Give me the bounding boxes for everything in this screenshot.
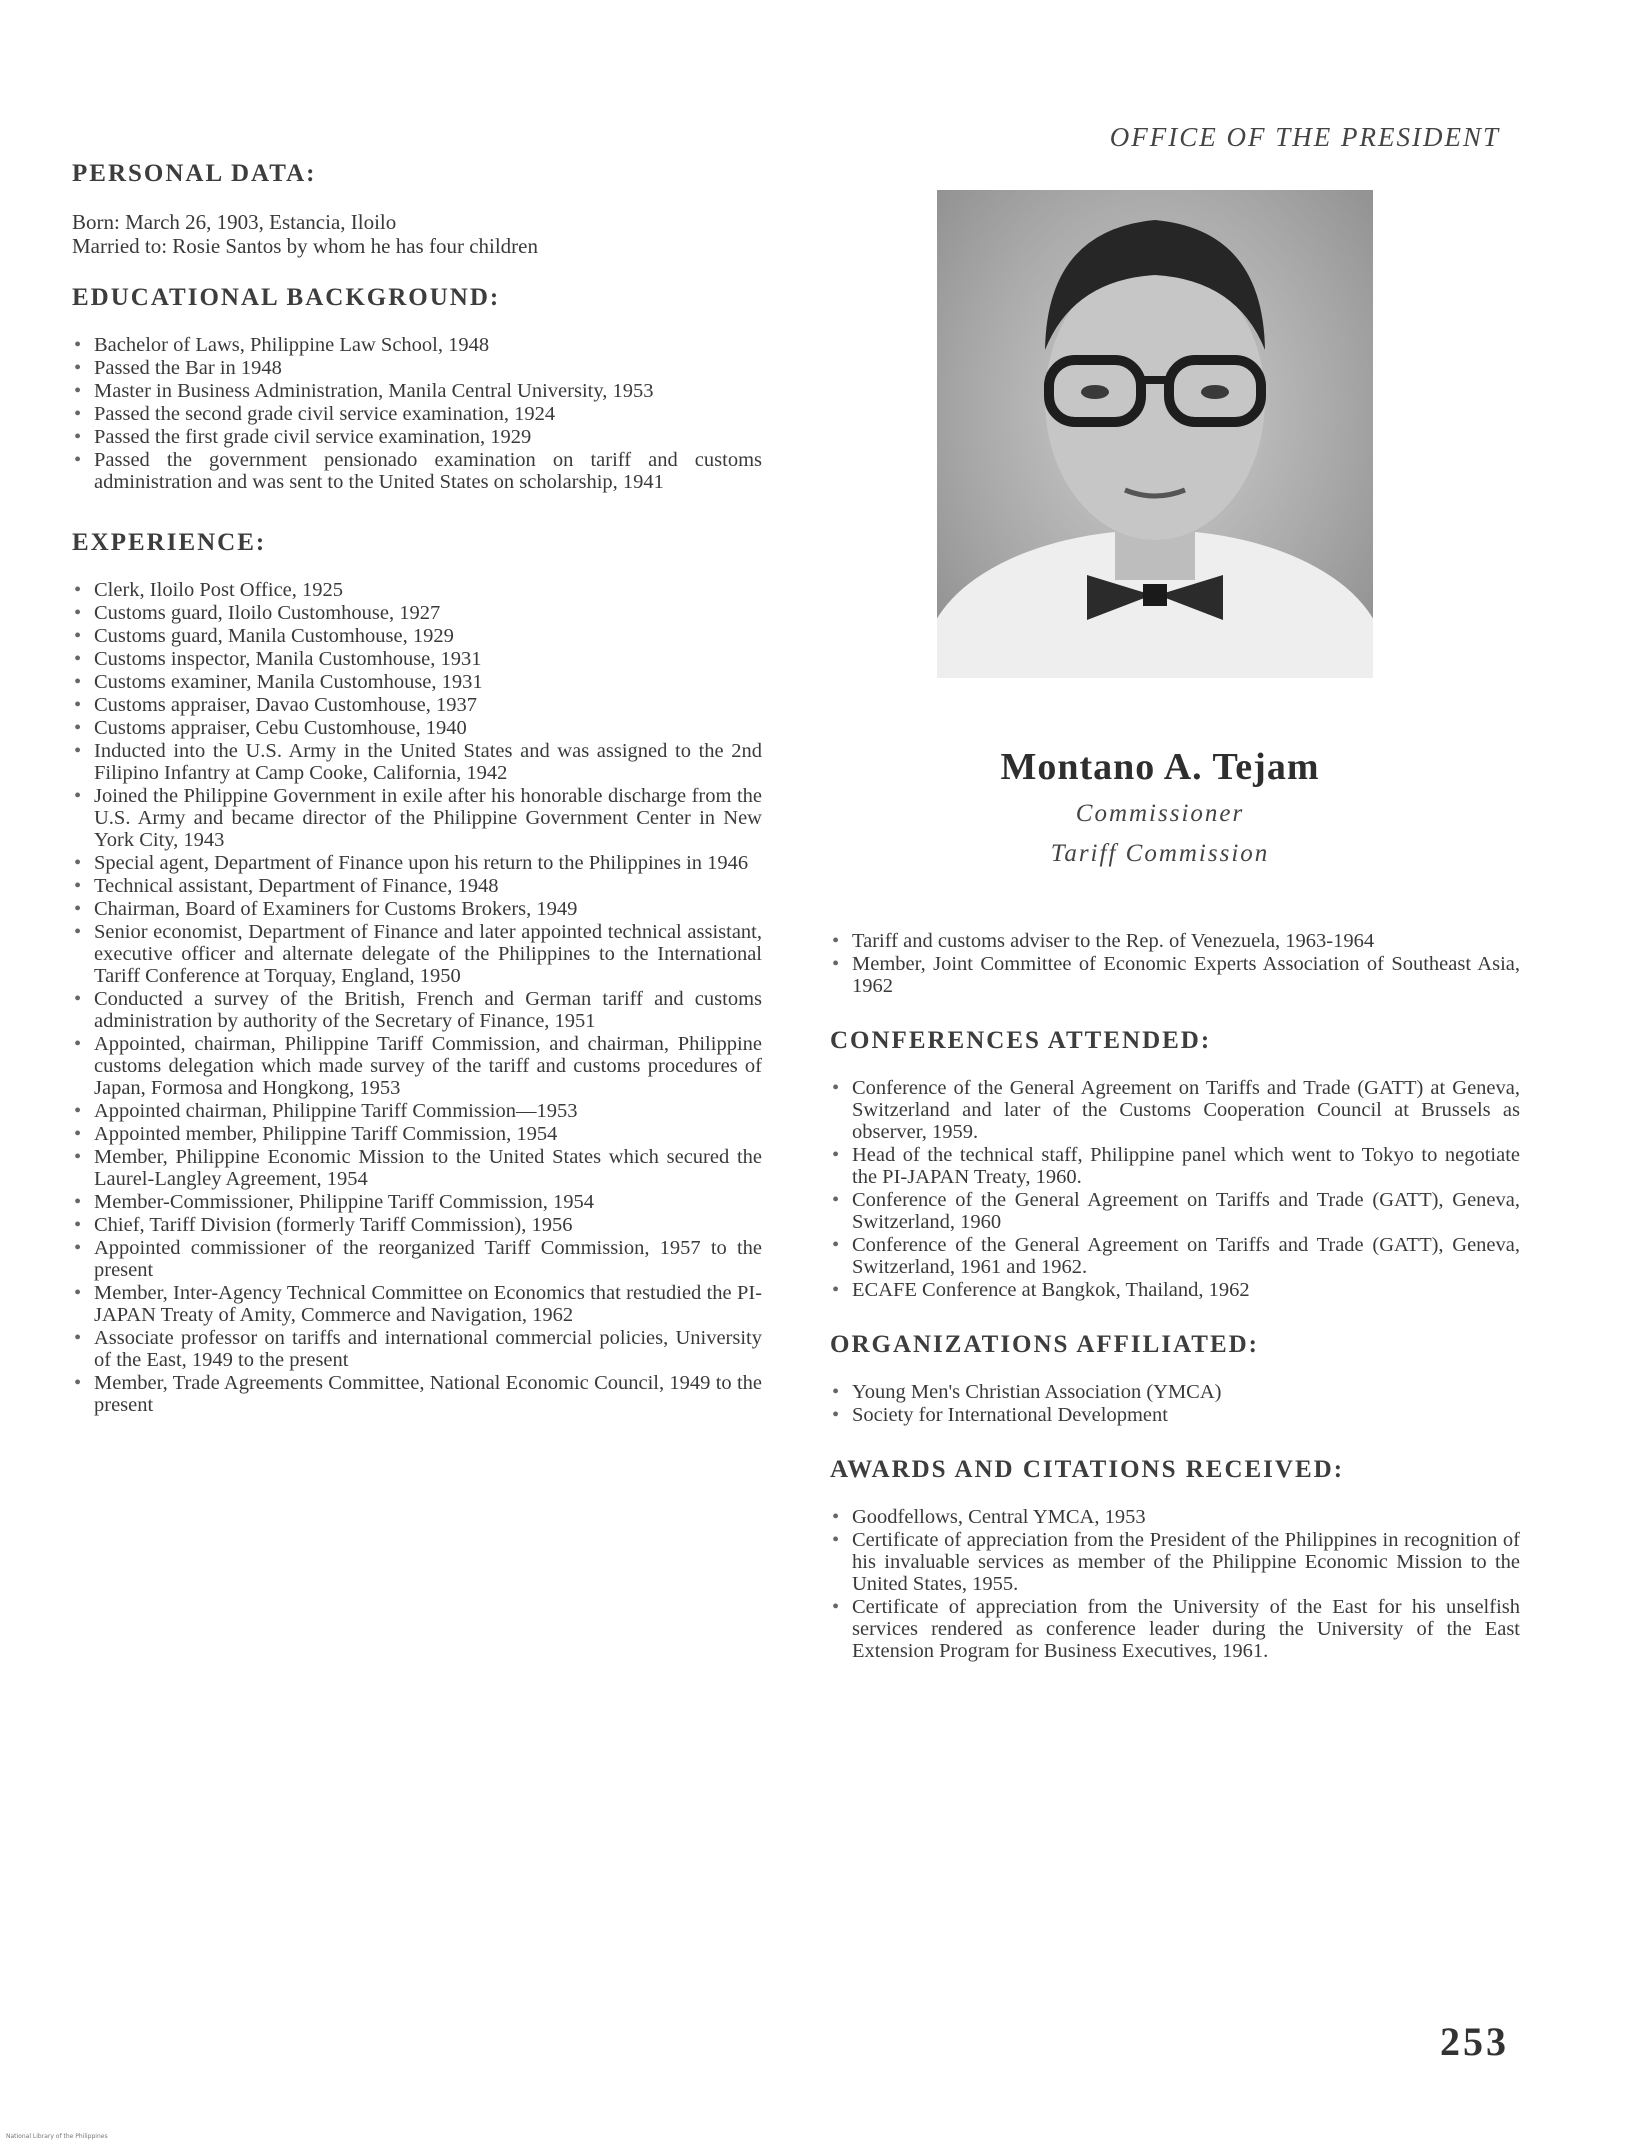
list-item: • Goodfellows, Central YMCA, 1953: [830, 1506, 1520, 1528]
left-column: [72, 160, 762, 1452]
list-item: • Member, Joint Committee of Economic Experts Association of Southeast Asia, 1962: [830, 953, 1520, 997]
list-item: • Passed the Bar in 1948: [72, 357, 762, 379]
list-item: • Conference of the General Agreement on Tariffs and Trade (GATT) at Geneva, Switzerland and later of the Customs Cooperation Council at Brussels as observer, 1959.: [830, 1077, 1520, 1143]
list-item: • Technical assistant, Department of Finance, 1948: [72, 875, 762, 897]
conferences-heading: CONFERENCES ATTENDED:: [830, 1027, 1212, 1054]
list-item: • Senior economist, Department of Finance and later appointed technical assistant, executive officer and alternate delegate of the Philippines to the International Tariff Conference at Torquay, England, 1950: [72, 921, 762, 987]
list-item: • Tariff and customs adviser to the Rep. of Venezuela, 1963-1964: [830, 930, 1520, 952]
list-item: • Appointed, chairman, Philippine Tariff Commission, and chairman, Philippine customs delegation which made survey of the tariff and customs procedures of Japan, Formosa and Hongkong, 1953: [72, 1033, 762, 1099]
list-item: • Customs examiner, Manila Customhouse, 1931: [72, 671, 762, 693]
experience-section: [72, 529, 762, 1416]
page-number: 253: [1440, 2019, 1509, 2064]
list-item: • Young Men's Christian Association (YMCA): [830, 1381, 1520, 1403]
experience-continued-list: [830, 930, 1520, 997]
bowtie-knot: [1143, 584, 1167, 606]
list-item: • Member, Philippine Economic Mission to the United States which secured the Laurel-Langley Agreement, 1954: [72, 1146, 762, 1190]
list-item: • Passed the government pensionado examination on tariff and customs administration and was sent to the United States on scholarship, 1941: [72, 449, 762, 493]
list-item: • Appointed member, Philippine Tariff Commission, 1954: [72, 1123, 762, 1145]
list-item: • Appointed chairman, Philippine Tariff Commission—1953: [72, 1100, 762, 1122]
list-item: • Chairman, Board of Examiners for Customs Brokers, 1949: [72, 898, 762, 920]
person-name: Montano A. Tejam: [1000, 746, 1320, 788]
footer-stamp: National Library of the Philippines: [6, 2133, 108, 2140]
awards-heading: AWARDS AND CITATIONS RECEIVED:: [830, 1456, 1345, 1483]
office-title: Tariff Commission: [1050, 840, 1270, 867]
list-item: • Certificate of appreciation from the University of the East for his unselfish services rendered as conference leader during the University of the East Extension Program for Business Executives, 1961.: [830, 1596, 1520, 1662]
list-item: • Conducted a survey of the British, French and German tariff and customs administration by authority of the Secretary of Finance, 1951: [72, 988, 762, 1032]
list-item: • Associate professor on tariffs and international commercial policies, University of the East, 1949 to the present: [72, 1327, 762, 1371]
list-item: • Inducted into the U.S. Army in the United States and was assigned to the 2nd Filipino Infantry at Camp Cooke, California, 1942: [72, 740, 762, 784]
list-item: • Member-Commissioner, Philippine Tariff Commission, 1954: [72, 1191, 762, 1213]
list-item: • Master in Business Administration, Manila Central University, 1953: [72, 380, 762, 402]
list-item: • Member, Trade Agreements Committee, National Economic Council, 1949 to the present: [72, 1372, 762, 1416]
education-heading: EDUCATIONAL BACKGROUND:: [72, 284, 501, 311]
list-item: • Passed the first grade civil service examination, 1929: [72, 426, 762, 448]
personal-data-lines: [72, 210, 762, 258]
education-list: [72, 334, 762, 493]
list-item: • ECAFE Conference at Bangkok, Thailand, 1962: [830, 1279, 1520, 1301]
right-column: [830, 930, 1520, 1698]
list-item: • Customs appraiser, Cebu Customhouse, 1940: [72, 717, 762, 739]
experience-heading: EXPERIENCE:: [72, 529, 267, 556]
list-item: • Passed the second grade civil service examination, 1924: [72, 403, 762, 425]
list-item: • Conference of the General Agreement on Tariffs and Trade (GATT), Geneva, Switzerland, 1960: [830, 1189, 1520, 1233]
list-item: • Clerk, Iloilo Post Office, 1925: [72, 579, 762, 601]
list-item: • Customs guard, Manila Customhouse, 1929: [72, 625, 762, 647]
list-item: • Customs inspector, Manila Customhouse, 1931: [72, 648, 762, 670]
running-head: OFFICE OF THE PRESIDENT: [1109, 122, 1500, 152]
list-item: • Chief, Tariff Division (formerly Tariff Commission), 1956: [72, 1214, 762, 1236]
portrait-photo: [937, 190, 1373, 678]
list-item: • Bachelor of Laws, Philippine Law School, 1948: [72, 334, 762, 356]
list-item: • Certificate of appreciation from the President of the Philippines in recognition of his invaluable services as member of the Philippine Economic Mission to the United States, 1955.: [830, 1529, 1520, 1595]
organizations-heading: ORGANIZATIONS AFFILIATED:: [830, 1331, 1259, 1358]
nameplate: [940, 745, 1380, 869]
education-section: [72, 284, 762, 493]
list-item: • Customs appraiser, Davao Customhouse, 1937: [72, 694, 762, 716]
conferences-section: [830, 1027, 1520, 1301]
list-item: • Society for International Development: [830, 1404, 1520, 1426]
list-item: • Appointed commissioner of the reorganized Tariff Commission, 1957 to the present: [72, 1237, 762, 1281]
awards-list: [830, 1506, 1520, 1662]
list-item: • Conference of the General Agreement on Tariffs and Trade (GATT), Geneva, Switzerland, 1961 and 1962.: [830, 1234, 1520, 1278]
list-item: • Customs guard, Iloilo Customhouse, 1927: [72, 602, 762, 624]
list-item: • Joined the Philippine Government in exile after his honorable discharge from the U.S. Army and became director of the Philippine Government Center in New York City, 1943: [72, 785, 762, 851]
marriage-line: Married to: Rosie Santos by whom he has four children: [72, 234, 538, 258]
portrait-illustration: [937, 190, 1373, 678]
right-eye: [1201, 385, 1229, 399]
list-item: • Member, Inter-Agency Technical Committee on Economics that restudied the PI-JAPAN Treaty of Amity, Commerce and Navigation, 1962: [72, 1282, 762, 1326]
birth-line: Born: March 26, 1903, Estancia, Iloilo: [72, 210, 397, 234]
awards-section: [830, 1456, 1520, 1662]
position-title: Commissioner: [1075, 800, 1245, 827]
experience-list: [72, 579, 762, 1416]
organizations-section: [830, 1331, 1520, 1426]
list-item: • Head of the technical staff, Philippine panel which went to Tokyo to negotiate the PI-JAPAN Treaty, 1960.: [830, 1144, 1520, 1188]
list-item: • Special agent, Department of Finance upon his return to the Philippines in 1946: [72, 852, 762, 874]
personal-data-heading: PERSONAL DATA:: [72, 160, 317, 187]
left-eye: [1081, 385, 1109, 399]
personal-data-section: [72, 160, 762, 258]
conferences-list: [830, 1077, 1520, 1301]
organizations-list: [830, 1381, 1520, 1426]
